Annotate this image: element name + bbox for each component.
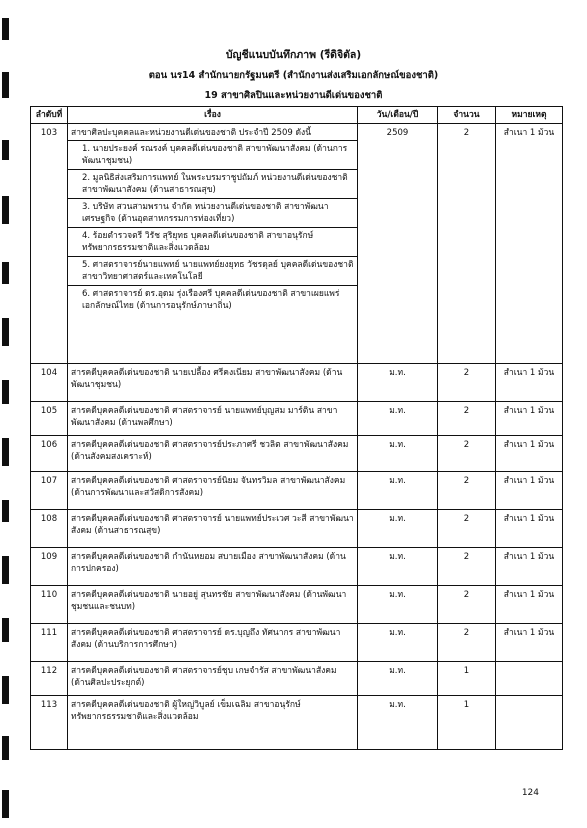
records-table [30, 106, 563, 750]
row-no: 106 [31, 436, 68, 472]
row-subject: สารคดีบุคคลดีเด่นของชาติ ศาสตราจารย์ นายแพทย์ประเวศ วะสี สาขาพัฒนาสังคม (ด้านสาธารณสุข) [68, 510, 358, 548]
row-no: 113 [31, 696, 68, 750]
row-note: สำเนา 1 ม้วน [496, 548, 563, 586]
page-number: 124 [521, 788, 539, 798]
row-date: 2509 [358, 124, 438, 364]
row-subject: สารคดีบุคคลดีเด่นของชาติ ศาสตราจารย์ประภาศรี ชวลิต สาขาพัฒนาสังคม (ด้านสังคมสงเคราะห์) [68, 436, 358, 472]
sub-item: 5. ศาสตราจารย์นายแพทย์ นายแพทย์ยงยุทธ วัชรดุลย์ บุคคลดีเด่นของชาติ สาขาวิทยาศาสตร์และเทคโนโลยี [68, 256, 357, 285]
table-row [31, 548, 563, 586]
row-date: ม.ท. [358, 402, 438, 436]
row-count: 2 [438, 124, 496, 364]
document-title: บัญชีแนบบันทึกภาพ (รีดิจิตัล) [225, 49, 362, 61]
row-count: 2 [438, 436, 496, 472]
row-subject: สารคดีบุคคลดีเด่นของชาติ นายเปลื้อง ศรีคงเนียม สาขาพัฒนาสังคม (ด้านพัฒนาชุมชน) [68, 364, 358, 402]
table-row [31, 124, 563, 364]
scan-edge-marks [0, 0, 12, 828]
row-count: 1 [438, 696, 496, 750]
header-date: วัน/เดือน/ปี [358, 107, 438, 124]
row-subject: สารคดีบุคคลดีเด่นของชาติ ศาสตราจารย์ชุบ เกษจำรัส สาขาพัฒนาสังคม (ด้านศิลปะประยุกต์) [68, 662, 358, 696]
row-date: ม.ท. [358, 548, 438, 586]
row-note: สำเนา 1 ม้วน [496, 402, 563, 436]
row-no: 111 [31, 624, 68, 662]
row-note: สำเนา 1 ม้วน [496, 364, 563, 402]
row-count: 2 [438, 624, 496, 662]
row-date: ม.ท. [358, 472, 438, 510]
table-row [31, 624, 563, 662]
row-date: ม.ท. [358, 586, 438, 624]
row-note: สำเนา 1 ม้วน [496, 510, 563, 548]
row-date: ม.ท. [358, 510, 438, 548]
row-count: 2 [438, 586, 496, 624]
row-no: 107 [31, 472, 68, 510]
row-no: 105 [31, 402, 68, 436]
sub-item: 6. ศาสตราจารย์ ดร.อุดม รุ่งเรืองศรี บุคคลดีเด่นของชาติ สาขาเผยแพร่เอกลักษณ์ไทย (ด้านการอนุรักษ์ภาษาถิ่น) [68, 285, 357, 314]
table-row [31, 510, 563, 548]
sub-item: 1. นายประยงค์ รณรงค์ บุคคลดีเด่นของชาติ สาขาพัฒนาสังคม (ด้านการพัฒนาชุมชน) [68, 140, 357, 169]
row-count: 2 [438, 548, 496, 586]
row-no: 108 [31, 510, 68, 548]
row-subject: สารคดีบุคคลดีเด่นของชาติ ผู้ใหญ่วิบูลย์ เข็มเฉลิม สาขาอนุรักษ์ทรัพยากรธรรมชาติและสิ่งแวดล้อม [68, 696, 358, 750]
row-date: ม.ท. [358, 364, 438, 402]
table-row [31, 364, 563, 402]
row-subject: สารคดีบุคคลดีเด่นของชาติ กำนันหยอม สบายเมือง สาขาพัฒนาสังคม (ด้านการปกครอง) [68, 548, 358, 586]
sub-item: 2. มูลนิธิส่งเสริมการแพทย์ ในพระบรมราชูปถัมภ์ หน่วยงานดีเด่นของชาติ สาขาพัฒนาสังคม (ด้านสาธารณสุข) [68, 169, 357, 198]
table-row [31, 436, 563, 472]
row-subject [68, 124, 358, 364]
row-note [496, 662, 563, 696]
row-note: สำเนา 1 ม้วน [496, 586, 563, 624]
header-count: จำนวน [438, 107, 496, 124]
row-subject-main: สาขาศิลปะบุคคลและหน่วยงานดีเด่นของชาติ ประจำปี 2509 ดังนี้ [71, 128, 312, 138]
table-row [31, 586, 563, 624]
row-date: ม.ท. [358, 624, 438, 662]
row-count: 2 [438, 364, 496, 402]
row-subject: สารคดีบุคคลดีเด่นของชาติ ศาสตราจารย์ นายแพทย์บุญสม มาร์ติน สาขาพัฒนาสังคม (ด้านพลศึกษา) [68, 402, 358, 436]
row-no: 109 [31, 548, 68, 586]
table-row [31, 696, 563, 750]
table-row [31, 472, 563, 510]
header-no: ลำดับที่ [31, 107, 68, 124]
row-date: ม.ท. [358, 436, 438, 472]
row-note: สำเนา 1 ม้วน [496, 124, 563, 364]
row-count: 1 [438, 662, 496, 696]
row-date: ม.ท. [358, 662, 438, 696]
row-no: 112 [31, 662, 68, 696]
row-no: 104 [31, 364, 68, 402]
row-no: 110 [31, 586, 68, 624]
sub-item: 3. บริษัท สวนสามพราน จำกัด หน่วยงานดีเด่นของชาติ สาขาพัฒนาเศรษฐกิจ (ด้านอุตสาหกรรมการท่องเที่ยว) [68, 198, 357, 227]
row-no: 103 [31, 124, 68, 364]
sub-item: 4. ร้อยตำรวจตรี วิรัช สุริยุทธ บุคคลดีเด่นของชาติ สาขาอนุรักษ์ทรัพยากรธรรมชาติและสิ่งแวดล้อม [68, 227, 357, 256]
table-row [31, 402, 563, 436]
row-date: ม.ท. [358, 696, 438, 750]
header-note: หมายเหตุ [496, 107, 563, 124]
row-subject: สารคดีบุคคลดีเด่นของชาติ ศาสตราจารย์นิยม จันทรวิมล สาขาพัฒนาสังคม (ด้านการพัฒนาและสวัสดิการสังคม) [68, 472, 358, 510]
row-note: สำเนา 1 ม้วน [496, 436, 563, 472]
row-note: สำเนา 1 ม้วน [496, 472, 563, 510]
document-subtitle: ตอน นร14 สำนักนายกรัฐมนตรี (สำนักงานส่งเสริมเอกลักษณ์ของชาติ) [148, 70, 439, 81]
row-count: 2 [438, 510, 496, 548]
table-header-row [31, 107, 563, 124]
row-subject: สารคดีบุคคลดีเด่นของชาติ นายอยู่ สุนทรชัย สาขาพัฒนาสังคม (ด้านพัฒนาชุมชนและชนบท) [68, 586, 358, 624]
row-subject: สารคดีบุคคลดีเด่นของชาติ ศาสตราจารย์ ดร.บุญถึง ทัศนากร สาขาพัฒนาสังคม (ด้านบริการการศึกษา) [68, 624, 358, 662]
row-note: สำเนา 1 ม้วน [496, 624, 563, 662]
row-note [496, 696, 563, 750]
row-count: 2 [438, 402, 496, 436]
row-count: 2 [438, 472, 496, 510]
table-row [31, 662, 563, 696]
header-subject: เรื่อง [68, 107, 358, 124]
section-heading: 19 สาขาศิลปินและหน่วยงานดีเด่นของชาติ [204, 90, 383, 101]
